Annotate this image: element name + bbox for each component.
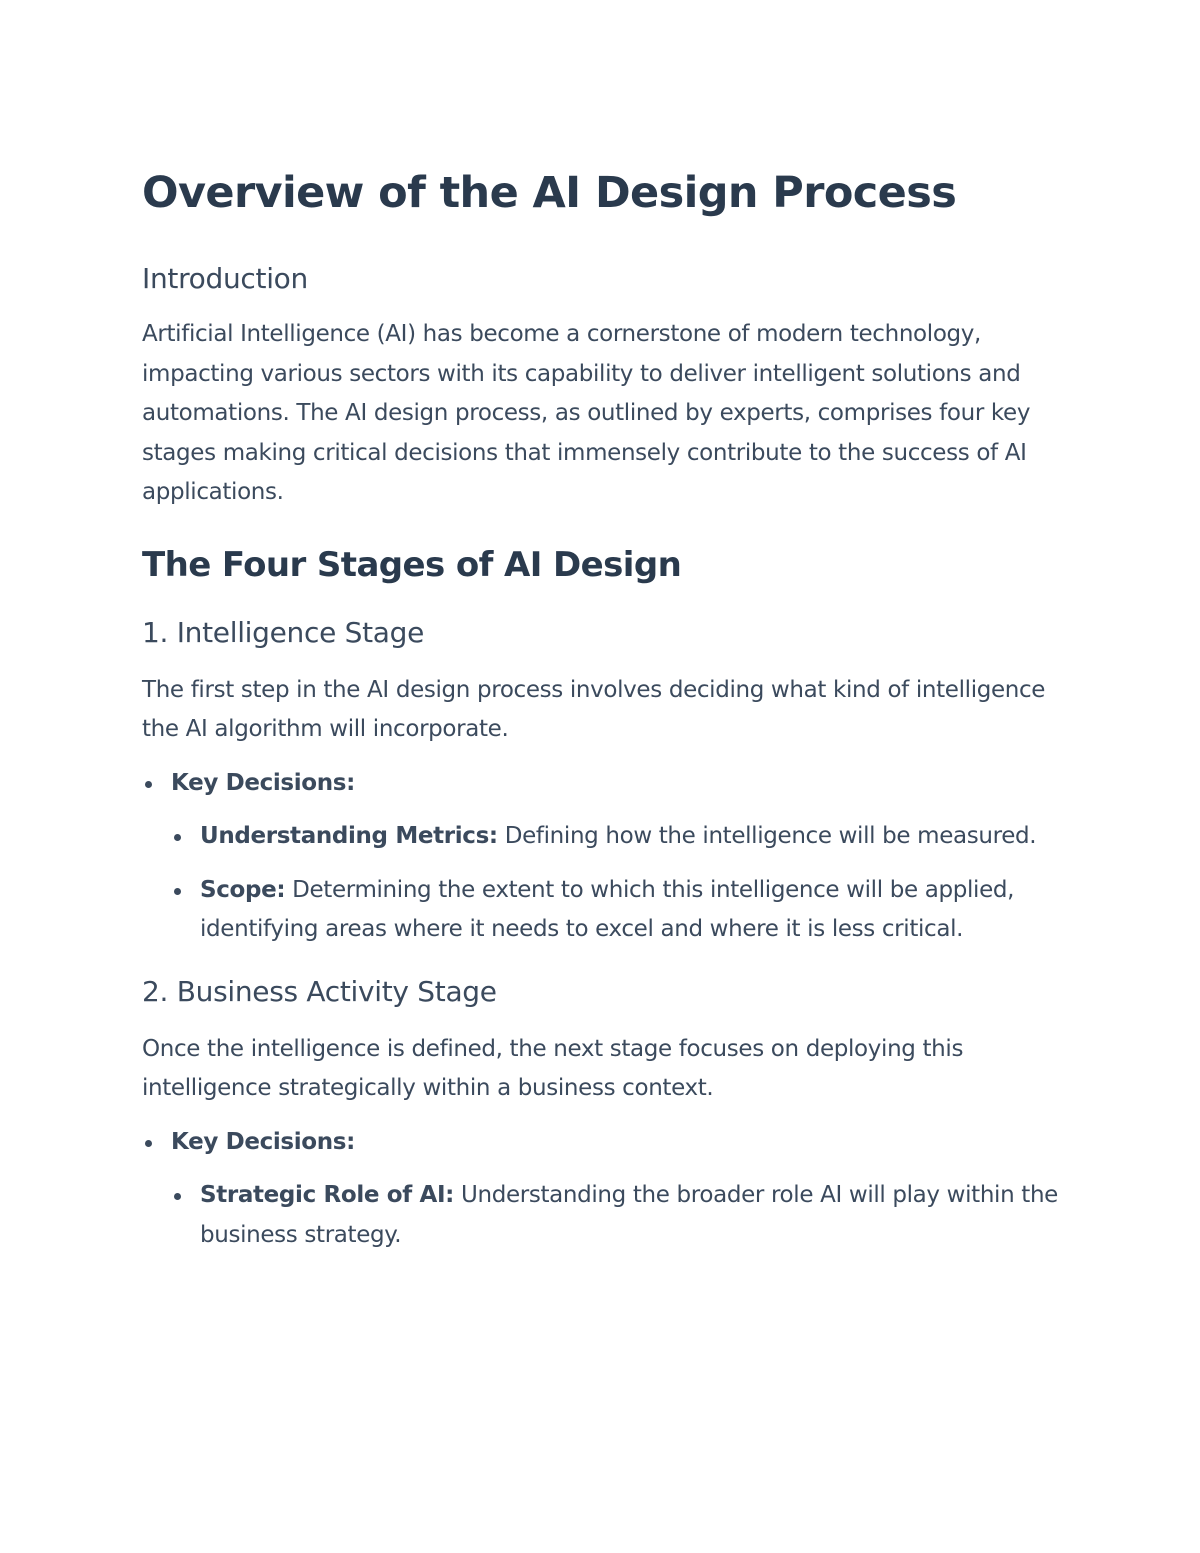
bullet-icon [145, 1140, 152, 1147]
section-heading: The Four Stages of AI Design [142, 544, 682, 585]
list-item [171, 871, 1067, 950]
introduction-heading: Introduction [142, 262, 308, 295]
key-decisions-label: Key Decisions: [171, 769, 355, 796]
bullet-icon [174, 888, 181, 895]
list-item [142, 764, 1067, 950]
decision-term: Strategic Role of AI: [200, 1182, 455, 1208]
page-title: Overview of the AI Design Process [142, 168, 957, 218]
list-item [171, 817, 1067, 857]
decisions-list [171, 1176, 1067, 1255]
stage-1-heading: 1. Intelligence Stage [142, 615, 425, 649]
bullet-icon [174, 1193, 181, 1200]
document-page [142, 163, 1067, 1255]
stage-1-list [142, 764, 1067, 950]
decision-text: Determining the extent to which this intelligence will be applied, identifying areas where it needs to excel and where it is less critical. [200, 876, 1015, 942]
bullet-icon [145, 781, 152, 788]
list-item [142, 1123, 1067, 1256]
decisions-list [171, 817, 1067, 950]
introduction-paragraph: Artificial Intelligence (AI) has become a cornerstone of modern technology, impacting various sectors with its capability to deliver intelligent solutions and automations. The AI design process, as outlined by experts, comprises four key stages making critical decisions that immensely contribute to the success of AI applications. [142, 321, 1031, 505]
decision-text: Defining how the intelligence will be measured. [497, 823, 1037, 849]
stage-2-list [142, 1123, 1067, 1256]
list-item [171, 1176, 1067, 1255]
decision-term: Understanding Metrics: [200, 823, 498, 849]
stage-2-description: Once the intelligence is defined, the next stage focuses on deploying this intelligence strategically within a business context. [142, 1035, 964, 1101]
stage-1-description: The first step in the AI design process involves deciding what kind of intelligence the AI algorithm will incorporate. [142, 676, 1046, 742]
stage-2-heading: 2. Business Activity Stage [142, 974, 497, 1008]
decision-text: Understanding the broader role AI will play within the business strategy. [200, 1182, 1058, 1248]
key-decisions-label: Key Decisions: [171, 1128, 355, 1155]
bullet-icon [174, 834, 181, 841]
decision-term: Scope: [200, 876, 286, 903]
